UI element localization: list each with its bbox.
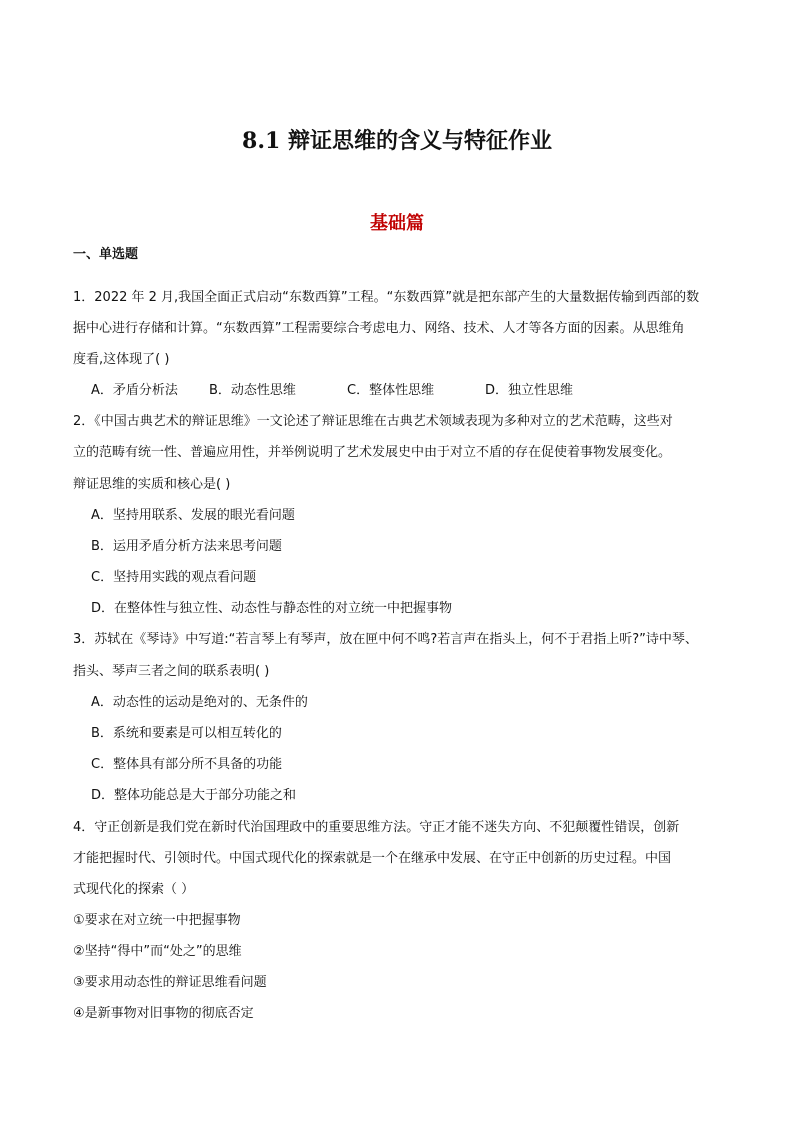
question-4-statement-1: ①要求在对立统一中把握事物: [73, 913, 241, 928]
question-1-option-b: B．动态性思维: [209, 383, 296, 398]
question-1-line-3: 度看,这体现了( ): [73, 352, 170, 367]
question-3-option-b: B．系统和要素是可以相互转化的: [91, 726, 282, 741]
question-2-option-a: A．坚持用联系、发展的眼光看问题: [91, 508, 295, 523]
section-title: 基础篇: [370, 213, 424, 234]
question-1-line-2: 据中心进行存储和计算。“东数西算”工程需要综合考虑电力、网络、技术、人才等各方面的因素。从思维角: [73, 321, 685, 336]
question-3-line-1: 3．苏轼在《琴诗》中写道:“若言琴上有琴声，放在匣中何不鸣?若言声在指头上，何不于君指上听?”诗中琴、: [73, 632, 698, 647]
question-4-line-2: 才能把握时代、引领时代。中国式现代化的探索就是一个在继承中发展、在守正中创新的历史过程。中国: [73, 851, 672, 866]
question-2-option-c: C．坚持用实践的观点看问题: [91, 570, 257, 585]
question-4-statement-4: ④是新事物对旧事物的彻底否定: [73, 1006, 254, 1021]
question-3-option-d: D．整体功能总是大于部分功能之和: [91, 788, 297, 803]
question-3-line-2: 指头、琴声三者之间的联系表明( ): [73, 664, 270, 679]
question-4-statement-3: ③要求用动态性的辩证思维看问题: [73, 975, 267, 990]
question-3-option-a: A．动态性的运动是绝对的、无条件的: [91, 695, 308, 710]
question-2-option-b: B．运用矛盾分析方法来思考问题: [91, 539, 282, 554]
part-title: 一、单选题: [73, 247, 139, 262]
question-4-line-1: 4．守正创新是我们党在新时代治国理政中的重要思维方法。守正才能不迷失方向、不犯颠覆性错误，创新: [73, 820, 680, 835]
question-1-option-c: C．整体性思维: [347, 383, 435, 398]
document-title: 8.1 辩证思维的含义与特征作业: [242, 128, 552, 154]
question-1-options: [91, 382, 573, 400]
question-4-statement-2: ②坚持“得中”而“处之”的思维: [73, 944, 242, 959]
question-1-option-d: D．独立性思维: [485, 383, 574, 398]
question-4-line-3: 式现代化的探索（ ）: [73, 882, 195, 897]
question-3-option-c: C．整体具有部分所不具备的功能: [91, 757, 283, 772]
question-1-option-a: A．矛盾分析法: [91, 383, 178, 398]
question-2-line-1: 2．《中国古典艺术的辩证思维》一文论述了辩证思维在古典艺术领域表现为多种对立的艺术范畴，这些对: [73, 414, 673, 429]
question-2-option-d: D．在整体性与独立性、动态性与静态性的对立统一中把握事物: [91, 601, 453, 616]
question-2-line-3: 辩证思维的实质和核心是( ): [73, 477, 231, 492]
question-2-line-2: 立的范畴有统一性、普遍应用性，并举例说明了艺术发展史中由于对立不盾的存在促使着事物发展变化。: [73, 445, 672, 460]
question-1-line-1: 1．2022 年 2 月,我国全面正式启动“东数西算”工程。“东数西算”就是把东部产生的大量数据传输到西部的数: [73, 290, 700, 305]
